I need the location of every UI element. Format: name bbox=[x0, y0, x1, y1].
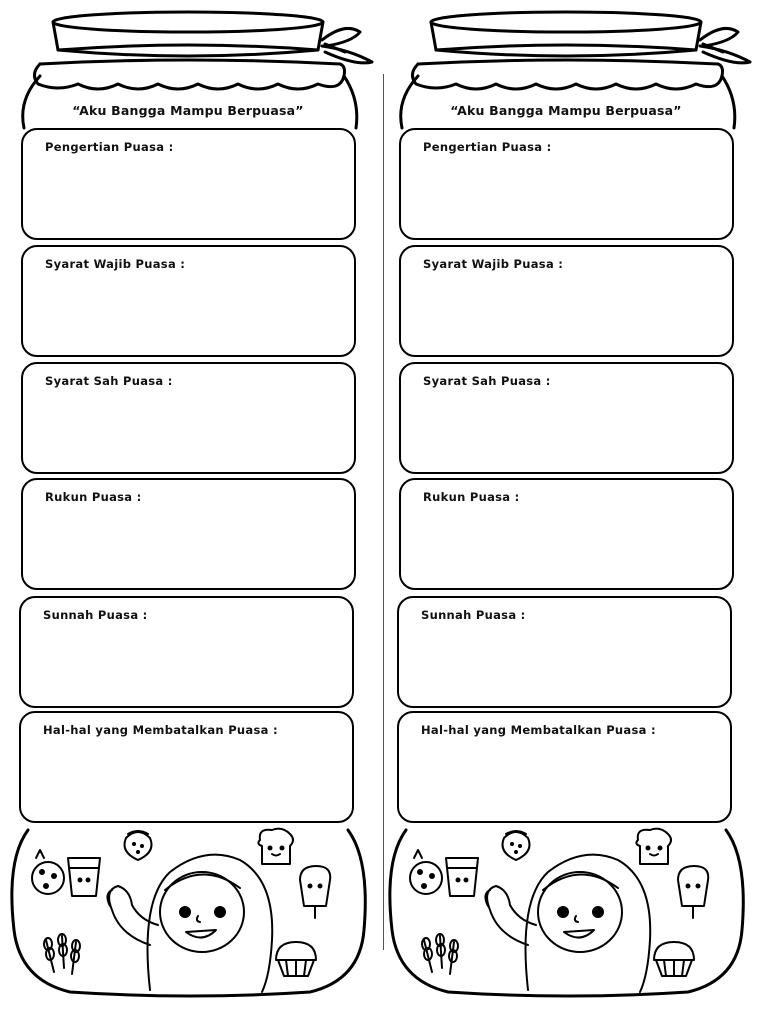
popsicle-icon bbox=[300, 866, 330, 918]
section-label: Rukun Puasa : bbox=[423, 490, 520, 504]
cupcake-icon bbox=[654, 942, 694, 976]
section-label: Sunnah Puasa : bbox=[421, 608, 526, 622]
section-label: Hal-hal yang Membatalkan Puasa : bbox=[421, 723, 656, 737]
answer-box-rukun[interactable] bbox=[21, 478, 356, 590]
section-label: Sunnah Puasa : bbox=[43, 608, 148, 622]
answer-box-syarat-wajib[interactable] bbox=[21, 245, 356, 357]
section-label: Rukun Puasa : bbox=[45, 490, 142, 504]
jar-lid-icon bbox=[431, 12, 750, 63]
answer-box-membatalkan[interactable] bbox=[19, 711, 354, 823]
skewer-icon bbox=[422, 934, 458, 974]
drink-glass-icon bbox=[446, 858, 478, 896]
worksheet-title: “Aku Bangga Mampu Berpuasa” bbox=[72, 103, 304, 118]
answer-box-syarat-sah[interactable] bbox=[21, 362, 356, 474]
answer-box-pengertian[interactable] bbox=[21, 128, 356, 240]
answer-box-rukun[interactable] bbox=[399, 478, 734, 590]
strawberry-icon bbox=[503, 831, 530, 860]
worksheet-title: “Aku Bangga Mampu Berpuasa” bbox=[450, 103, 682, 118]
section-label: Syarat Sah Puasa : bbox=[45, 374, 173, 388]
answer-box-membatalkan[interactable] bbox=[397, 711, 732, 823]
skewer-icon bbox=[44, 934, 80, 974]
answer-box-pengertian[interactable] bbox=[399, 128, 734, 240]
drink-glass-icon bbox=[68, 858, 100, 896]
worksheet-right bbox=[378, 0, 762, 1024]
section-label: Syarat Sah Puasa : bbox=[423, 374, 551, 388]
answer-box-syarat-wajib[interactable] bbox=[399, 245, 734, 357]
section-label: Pengertian Puasa : bbox=[45, 140, 174, 154]
section-label: Pengertian Puasa : bbox=[423, 140, 552, 154]
answer-box-syarat-sah[interactable] bbox=[399, 362, 734, 474]
section-label: Syarat Wajib Puasa : bbox=[423, 257, 564, 271]
strawberry-icon bbox=[125, 831, 152, 860]
answer-box-sunnah[interactable] bbox=[397, 596, 732, 708]
toast-icon bbox=[636, 829, 671, 864]
cupcake-icon bbox=[276, 942, 316, 976]
toast-icon bbox=[258, 829, 293, 864]
jar-lid-icon bbox=[53, 12, 372, 63]
answer-box-sunnah[interactable] bbox=[19, 596, 354, 708]
cookie-icon bbox=[32, 850, 64, 894]
hijab-girl-icon bbox=[107, 855, 272, 992]
hijab-girl-icon bbox=[485, 855, 650, 992]
section-label: Syarat Wajib Puasa : bbox=[45, 257, 186, 271]
section-label: Hal-hal yang Membatalkan Puasa : bbox=[43, 723, 278, 737]
cookie-icon bbox=[410, 850, 442, 894]
popsicle-icon bbox=[678, 866, 708, 918]
